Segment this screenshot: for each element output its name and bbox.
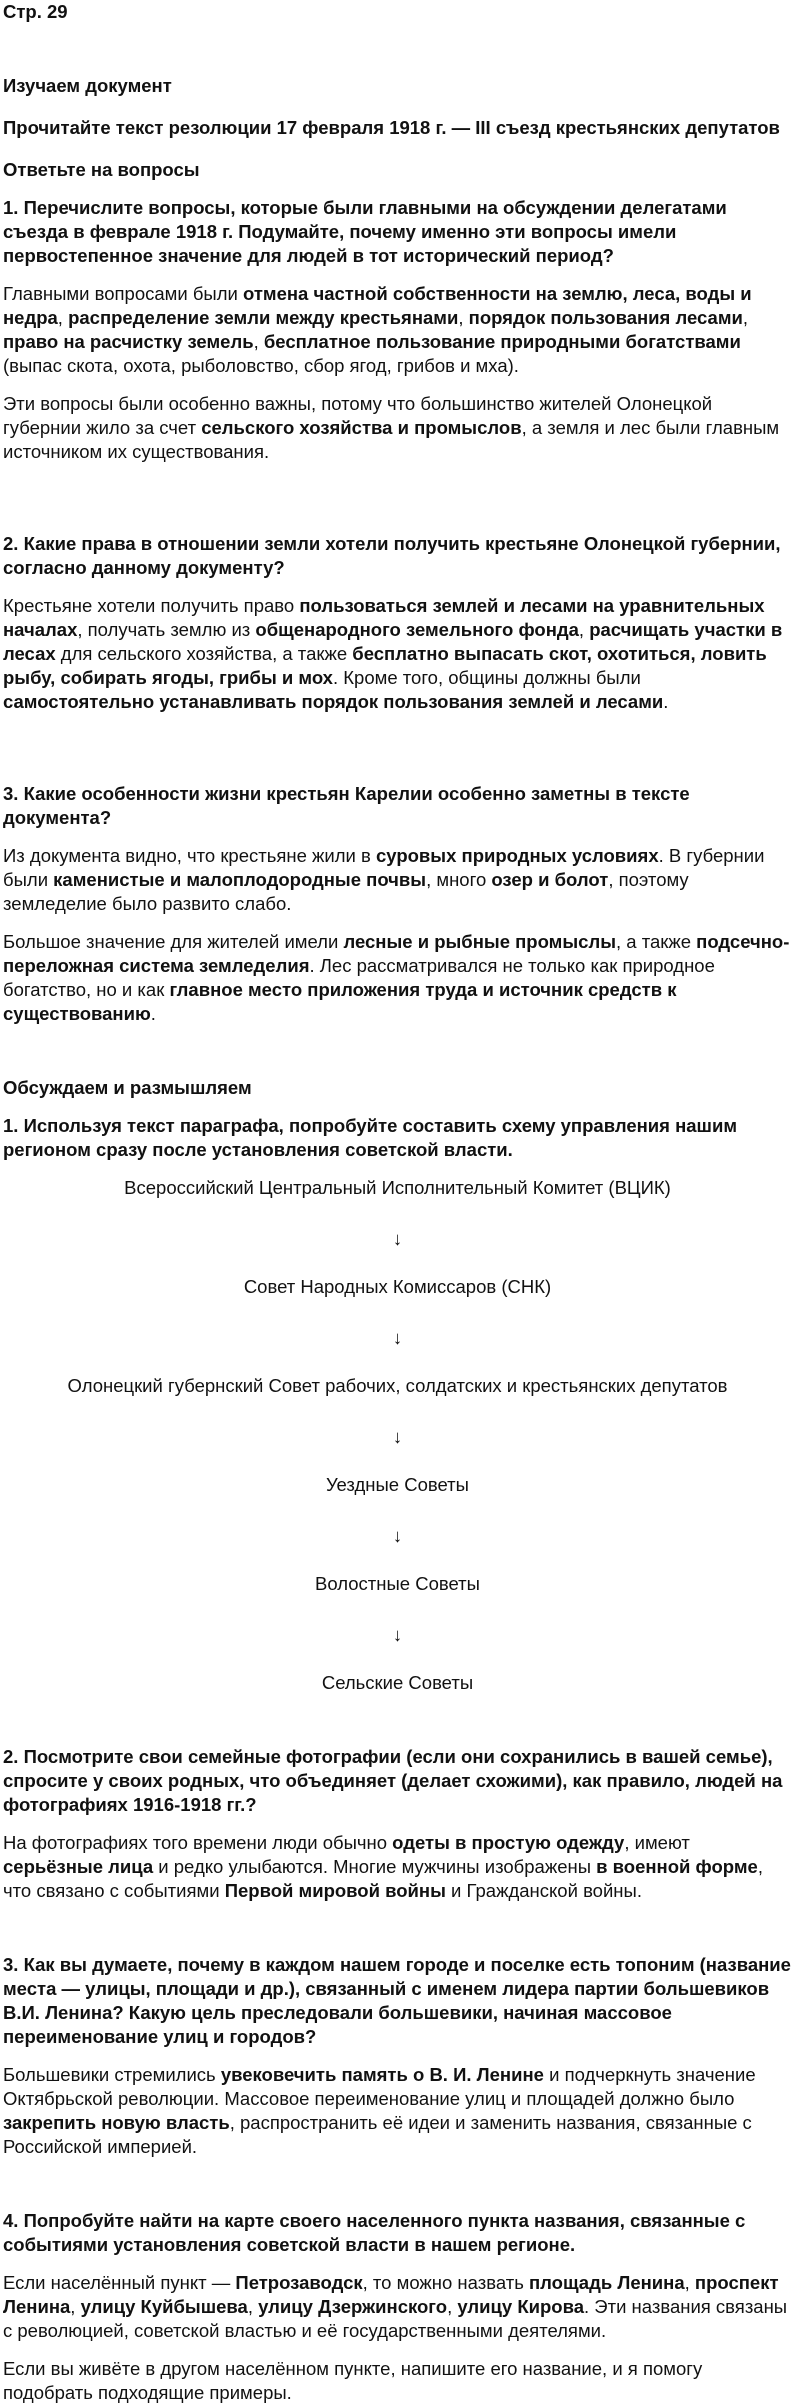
bold-text: самостоятельно устанавливать порядок пользования землей и лесами [3,691,664,712]
bold-text: бесплатное пользование природными богатствами [263,331,741,352]
text-run: . [663,691,669,712]
text-run: Если населённый пункт — [3,2272,236,2293]
text-run: , получать землю из [77,619,256,640]
bold-text: сельского хозяйства и промыслов [201,417,522,438]
text-run: , что связано с событиями [3,1856,763,1901]
text-run: , [253,331,264,352]
text-run: , поэтому земледелие было развито слабо. [3,869,689,914]
text-run: . Кроме того, общины должны были [332,667,641,688]
bold-text: улицу Дзержинского [258,2296,448,2317]
answer-paragraph [3,594,792,714]
text-run: Крестьяне хотели получить право [3,595,300,616]
bold-text: Первой мировой войны [224,1880,446,1901]
bold-text: Петрозаводск [235,2272,363,2293]
bold-text: серьёзные лица [3,1856,154,1877]
text-run: и Гражданской войны. [445,1880,642,1901]
bold-text: подсечно-переложная система земледелия [3,931,790,976]
scheme-node: Олонецкий губернский Совет рабочих, солдатских и крестьянских депутатов [67,1375,728,1396]
text-run: , [447,2296,458,2317]
text-run: , [684,2272,695,2293]
text-run: . Эти названия связаны с революцией, советской властью и её государственными деятелями. [3,2296,788,2341]
bold-text: проспект Ленина [3,2272,779,2317]
text-run: , [57,307,69,328]
text-run: , [70,2296,81,2317]
text-run: Из документа видно, что крестьяне жили в [3,845,376,866]
bold-text: улицу Куйбышева [80,2296,248,2317]
text-run: , [578,619,590,640]
bold-text: закрепить новую власть [3,2112,230,2133]
question-discuss-2: 2. Посмотрите свои семейные фотографии (если они сохранились в вашей семье), спросите у своих родных, что объединяет (делает схожими), как правило, людей на фотографиях 1916-1918 гг.? [3,1746,783,1815]
bold-text: отмена частной собственности на землю, леса, воды и недра [3,283,752,328]
text-run: На фотографиях того времени люди обычно [3,1832,393,1853]
question-discuss-1: 1. Используя текст параграфа, попробуйте составить схему управления нашим регионом сразу после установления советской власти. [3,1115,738,1160]
text-run: , имеют [624,1832,690,1853]
question-2: 2. Какие права в отношении земли хотели получить крестьяне Олонецкой губернии, согласно данному документу? [3,533,781,578]
bold-text: бесплатно выпасать скот, охотиться, ловить рыбу, собирать ягоды, грибы и мох [3,643,767,688]
bold-text: распределение земли между крестьянами [68,307,459,328]
answer-paragraph [3,2357,792,2405]
down-arrow-icon: ↓ [392,1525,403,1546]
governance-scheme [3,1176,792,1695]
bold-text: главное место приложения труда и источник средств к существованию [3,979,677,1024]
instruction: Прочитайте текст резолюции 17 февраля 1918 г. — III съезд крестьянских депутатов [3,117,780,138]
text-run: , а земля и лес были главным источником их существования. [3,417,780,462]
text-run: , а также [616,931,697,952]
text-run: . [150,1003,156,1024]
page-number: Стр. 29 [3,1,68,22]
text-run: . В губернии были [3,845,765,890]
scheme-node: Волостные Советы [315,1573,480,1594]
down-arrow-icon: ↓ [392,1426,403,1447]
bold-text: порядок пользования лесами [468,307,743,328]
answer-paragraph [3,930,792,1026]
question-discuss-4: 4. Попробуйте найти на карте своего населенного пункта названия, связанные с событиями установления советской власти в нашем регионе. [3,2210,746,2255]
question-discuss-3: 3. Как вы думаете, почему в каждом нашем городе и поселке есть топоним (название места — улицы, площади и др.), связанный с именем лидера партии большевиков В.И. Ленина? Какую цель преследовали большевики, начиная массовое переименование улиц и городов? [3,1954,791,2047]
text-run: и редко улыбаются. Многие мужчины изображены [153,1856,597,1877]
answer-paragraph [3,2063,792,2159]
question-1: 1. Перечислите вопросы, которые были главными на обсуждении делегатами съезда в феврале 1918 г. Подумайте, почему именно эти вопросы имели первостепенное значение для людей в тот исторический период? [3,197,727,266]
text-run: , много [426,869,492,890]
answer-paragraph [3,1831,792,1903]
question-3: 3. Какие особенности жизни крестьян Карелии особенно заметны в тексте документа? [3,783,690,828]
text-run: Главными вопросами были [3,283,243,304]
bold-text: расчищать участки в лесах [3,619,783,664]
text-run: , то можно назвать [362,2272,529,2293]
bold-text: лесные и рыбные промыслы [343,931,616,952]
answer-prompt: Ответьте на вопросы [3,159,200,180]
bold-text: одеты в простую одежду [392,1832,625,1853]
down-arrow-icon: ↓ [392,1624,403,1645]
scheme-node: Сельские Советы [321,1672,474,1693]
text-run: , распространить её идеи и заменить названия, связанные с Российской империей. [3,2112,752,2157]
text-run: Большевики стремились [3,2064,221,2085]
text-run: для сельского хозяйства, а также [55,643,353,664]
text-run: , [247,2296,259,2317]
answer-paragraph [3,844,792,916]
answer-paragraph [3,282,792,378]
scheme-node: Всероссийский Центральный Исполнительный Комитет (ВЦИК) [124,1177,671,1198]
bold-text: суровых природных условиях [375,845,659,866]
text-run: , [742,307,749,328]
down-arrow-icon: ↓ [392,1228,403,1249]
scheme-node: Уездные Советы [326,1474,469,1495]
bold-text: площадь Ленина [528,2272,685,2293]
bold-text: пользоваться землей и лесами на уравнительных началах [3,595,765,640]
down-arrow-icon: ↓ [392,1327,403,1348]
section-title-study: Изучаем документ [3,75,172,96]
bold-text: увековечить память о В. И. Ленине [220,2064,544,2085]
text-run: и подчеркнуть значение Октябрьской революции. Массовое переименование улиц и площадей должно было [3,2064,756,2109]
bold-text: право на расчистку земель [3,331,254,352]
answer-paragraph [3,392,792,464]
bold-text: в военной форме [596,1856,758,1877]
text-run: (выпас скота, охота, рыболовство, сбор ягод, грибов и мха). [3,355,519,376]
text-run: Эти вопросы были особенно важны, потому что большинство жителей Олонецкой губернии жило за счет [3,393,713,438]
text-run: . Лес рассматривался не только как природное богатство, но и как [3,955,715,1000]
text-run: Большое значение для жителей имели [3,931,344,952]
bold-text: улицу Кирова [457,2296,585,2317]
section-title-discuss: Обсуждаем и размышляем [3,1077,252,1098]
bold-text: озер и болот [491,869,609,890]
answer-paragraph [3,2271,792,2343]
bold-text: каменистые и малоплодородные почвы [53,869,427,890]
bold-text: общенародного земельного фонда [255,619,579,640]
text-run: Если вы живёте в другом населённом пункте, напишите его название, и я помогу подобрать подходящие примеры. [3,2358,703,2403]
scheme-node: Совет Народных Комиссаров (СНК) [243,1276,552,1297]
text-run: , [458,307,469,328]
